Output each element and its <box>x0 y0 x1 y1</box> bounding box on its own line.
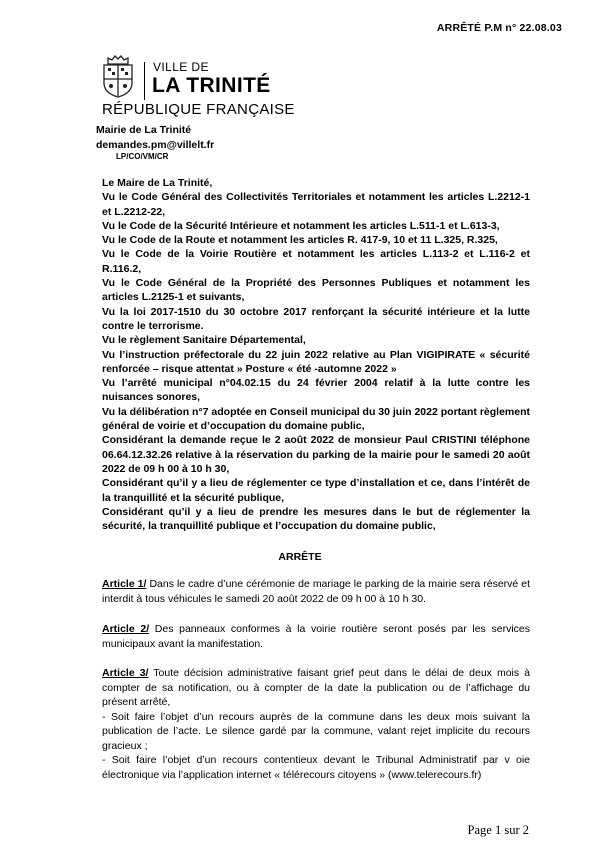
article-text: Toute décision administrative faisant grief peut dans le délai de deux mois à compter de sa notification, ou à compter de la date la publication ou de l’affichage du présent arrêté, <box>102 667 530 708</box>
visa-line: Considérant la demande reçue le 2 août 2022 de monsieur Paul CRISTINI téléphone 06.64.12.32.26 relative à la réservation du parking de la mairie pour le samedi 20 août 2022 de 09 h 00 à 10 h 30, <box>102 434 530 475</box>
article-text: Des panneaux conformes à la voirie routière seront posés par les services municipaux avant la manifestation. <box>102 623 530 650</box>
mairie-name: Mairie de La Trinité <box>96 124 192 136</box>
article-label: Article 3/ <box>102 667 149 679</box>
visa-line: Vu la loi 2017-1510 du 30 octobre 2017 renforçant la sécurité intérieure et la lutte contre le terrorisme. <box>102 305 530 332</box>
article-3 <box>102 666 530 782</box>
article-bullet: - Soit faire l’objet d’un recours auprès de la commune dans les deux mois suivant la publication de l’acte. Le silence gardé par la commune, valant rejet implicite du recours gracieux ; <box>102 710 530 752</box>
visa-line: Vu le Code de la Voirie Routière et notamment les articles L.113-2 et L.116-2 et R.116.2, <box>102 248 530 275</box>
visa-line: Le Maire de La Trinité, <box>102 177 213 189</box>
visa-line: Vu le règlement Sanitaire Départemental, <box>102 334 306 347</box>
article-label: Article 2/ <box>102 623 150 635</box>
sender-block <box>96 123 214 153</box>
visa-line: Vu le Code de la Route et notamment les articles R. 417-9, 10 et 11 L.325, R.325, <box>102 234 498 247</box>
visa-line: Vu la délibération n°7 adoptée en Conseil municipal du 30 juin 2022 portant règlement général de voirie et d’occupation du domaine public, <box>102 405 530 433</box>
article-1 <box>102 577 530 606</box>
visa-line: Vu le Code Général de la Propriété des Personnes Publiques et notamment les articles L.2125-1 et suivants, <box>102 277 530 304</box>
article-2 <box>102 622 530 651</box>
article-text: Dans le cadre d’une cérémonie de mariage le parking de la mairie sera réservé et interdit à tous véhicules le samedi 20 août 2022 de 09 h 00 à 10 h 30. <box>102 578 531 605</box>
visa-line: Vu l’instruction préfectorale du 22 juin 2022 relative au Plan VIGIPIRATE « sécurité renforcée – risque attentat » Posture « été -automne 2022 » <box>102 348 530 375</box>
city-coat-of-arms-icon <box>100 51 136 99</box>
arrete-heading: ARRÊTE <box>278 551 322 563</box>
article-label: Article 1/ <box>102 578 147 590</box>
article-bullet: - Soit faire l’objet d’un recours contentieux devant le Tribunal Administratif par v oie électronique via l’application internet « télérecours citoyens » (www.telerecours.fr) <box>102 754 530 781</box>
republique-francaise: RÉPUBLIQUE FRANÇAISE <box>102 101 295 118</box>
author-initials: LP/CO/VM/CR <box>116 152 169 161</box>
visa-line: Considérant qu’il y a lieu de réglementer ce type d’installation et ce, dans l’intérêt de la tranquillité et la sécurité publique, <box>102 477 530 504</box>
logo-city-name: LA TRINITÉ <box>152 74 271 97</box>
contact-email: demandes.pm@villelt.fr <box>96 139 215 151</box>
logo-divider <box>144 62 145 100</box>
visa-line: Considérant qu’il y a lieu de prendre les mesures dans le but de réglementer la sécurité, la tranquillité publique et l’occupation du domaine public, <box>102 505 530 533</box>
visas-block <box>102 176 530 533</box>
decree-reference: ARRÊTÉ P.M n° 22.08.03 <box>436 22 562 34</box>
visa-line: Vu l’arrêté municipal n°04.02.15 du 24 février 2004 relatif à la lutte contre les nuisances sonores, <box>102 377 530 404</box>
logo-ville-de: VILLE DE <box>153 60 209 74</box>
page-number: Page 1 sur 2 <box>467 823 529 837</box>
visa-line: Vu le Code Général des Collectivités Territoriales et notamment les articles L.2212-1 et L.2212-22, <box>102 191 530 218</box>
visa-line: Vu le Code de la Sécurité Intérieure et notamment les articles L.511-1 et L.613-3, <box>102 219 500 232</box>
